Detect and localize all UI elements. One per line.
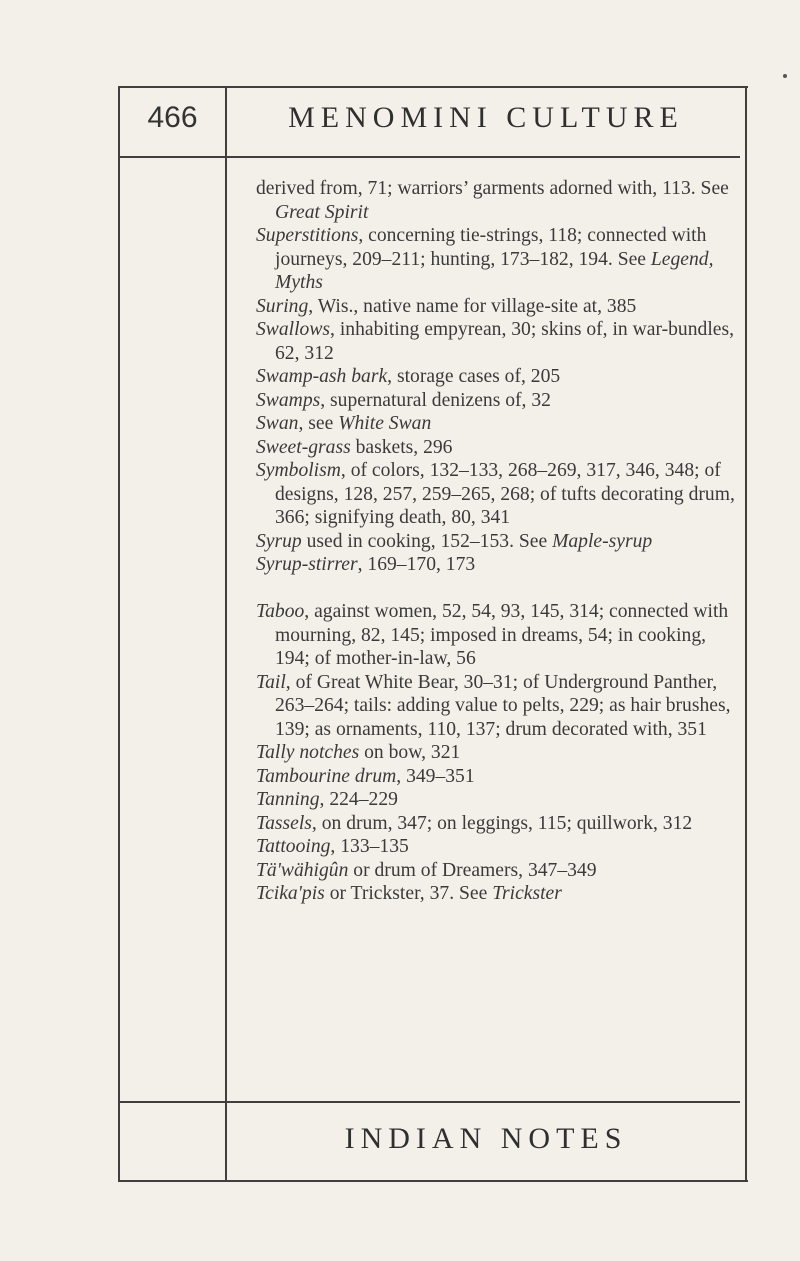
index-text: , 349–351 xyxy=(396,765,475,787)
index-entry xyxy=(256,812,740,836)
index-term: Swan xyxy=(256,413,299,434)
footer-rule xyxy=(118,1101,740,1103)
index-text: , against women, 52, 54, 93, 145, 314; connected with mourning, 82, 145; imposed in dreams, 54; in cooking, 194; of mother-in-law, 56 xyxy=(275,601,729,669)
index-term: Superstitions xyxy=(256,225,359,246)
index-text: , 133–135 xyxy=(330,836,409,857)
index-entry xyxy=(256,882,740,906)
index-text: , Wis., native name for village-site at, 385 xyxy=(308,295,637,317)
print-speck xyxy=(783,74,787,78)
index-term: Suring xyxy=(256,295,309,317)
index-term: Syrup xyxy=(256,530,302,552)
index-entry xyxy=(256,741,740,765)
index-entries xyxy=(256,177,740,906)
index-entry xyxy=(256,459,740,530)
index-text: on bow, 321 xyxy=(359,742,461,763)
index-entry xyxy=(256,671,740,742)
cross-reference: Legend, Myths xyxy=(275,248,714,293)
index-text: , 224–229 xyxy=(319,789,398,810)
frame-top-rule xyxy=(118,86,748,88)
index-term: Taboo xyxy=(256,601,305,622)
index-entry xyxy=(256,318,740,365)
index-entry xyxy=(256,600,740,671)
index-term: Swamp-ash bark xyxy=(256,366,388,387)
index-entry xyxy=(256,553,740,577)
index-entry xyxy=(256,835,740,859)
index-text: , on drum, 347; on leggings, 115; quillwork, 312 xyxy=(311,812,693,834)
index-term: Tambourine drum xyxy=(256,765,397,787)
index-term: Syrup-stirrer xyxy=(256,554,358,575)
frame-bottom-rule xyxy=(118,1180,748,1182)
frame-right-rule xyxy=(745,86,747,1182)
index-entry xyxy=(256,859,740,883)
index-term: Symbolism xyxy=(256,460,341,481)
frame-left-rule xyxy=(118,86,120,1182)
index-entry xyxy=(256,177,740,224)
index-text: derived from, 71; warriors’ garments adorned with, 113. See xyxy=(256,178,729,199)
index-text: , concerning tie-strings, 118; connected with journeys, 209–211; hunting, 173–182, 194. See xyxy=(275,225,707,270)
index-text: , storage cases of, 205 xyxy=(387,366,561,387)
running-head: MENOMINI CULTURE xyxy=(288,101,684,134)
index-entry xyxy=(256,788,740,812)
index-term: Tally notches xyxy=(256,742,360,763)
index-term: Tcika'pis xyxy=(256,883,325,904)
index-text: , of Great White Bear, 30–31; of Underground Panther, 263–264; tails: adding value to pelts, 229; as hair brushes, 139; as ornaments, 110, 137; drum decorated with, 351 xyxy=(275,671,731,740)
index-term: Swallows xyxy=(256,319,331,340)
index-entry xyxy=(256,412,740,436)
index-term: Swamps xyxy=(256,389,321,411)
footer-title: INDIAN NOTES xyxy=(344,1122,628,1155)
index-entry xyxy=(256,389,740,413)
index-term: Tä'wähigûn xyxy=(256,859,349,881)
index-text: used in cooking, 152–153. See xyxy=(301,530,553,552)
index-entry xyxy=(256,530,740,554)
index-text: , of colors, 132–133, 268–269, 317, 346, 348; of designs, 128, 257, 259–265, 268; of tufts decorating drum, 366; signifying death, 80, 341 xyxy=(275,460,735,528)
index-text: , supernatural denizens of, 32 xyxy=(320,389,551,411)
index-text: , inhabiting empyrean, 30; skins of, in war-bundles, 62, 312 xyxy=(275,319,734,364)
page-number: 466 xyxy=(147,101,198,134)
cross-reference: Maple-syrup xyxy=(552,530,653,552)
index-text: , see xyxy=(298,413,339,434)
index-term: Tanning xyxy=(256,789,320,810)
index-text: , 169–170, 173 xyxy=(357,554,476,575)
index-entry xyxy=(256,224,740,295)
header-rule xyxy=(118,156,740,158)
cross-reference: Great Spirit xyxy=(275,201,369,223)
cross-reference: White Swan xyxy=(338,413,432,434)
cross-reference: Trickster xyxy=(492,883,562,904)
margin-column-rule xyxy=(225,86,227,1182)
index-term: Sweet-grass xyxy=(256,436,351,458)
index-text: baskets, 296 xyxy=(350,436,453,458)
index-entry xyxy=(256,295,740,319)
index-term: Tail xyxy=(256,671,286,693)
index-text: or Trickster, 37. See xyxy=(324,883,493,904)
index-entry xyxy=(256,365,740,389)
index-entry xyxy=(256,436,740,460)
index-entry xyxy=(256,765,740,789)
index-term: Tattooing xyxy=(256,836,331,857)
index-text: or drum of Dreamers, 347–349 xyxy=(348,859,597,881)
index-term: Tassels xyxy=(256,812,312,834)
